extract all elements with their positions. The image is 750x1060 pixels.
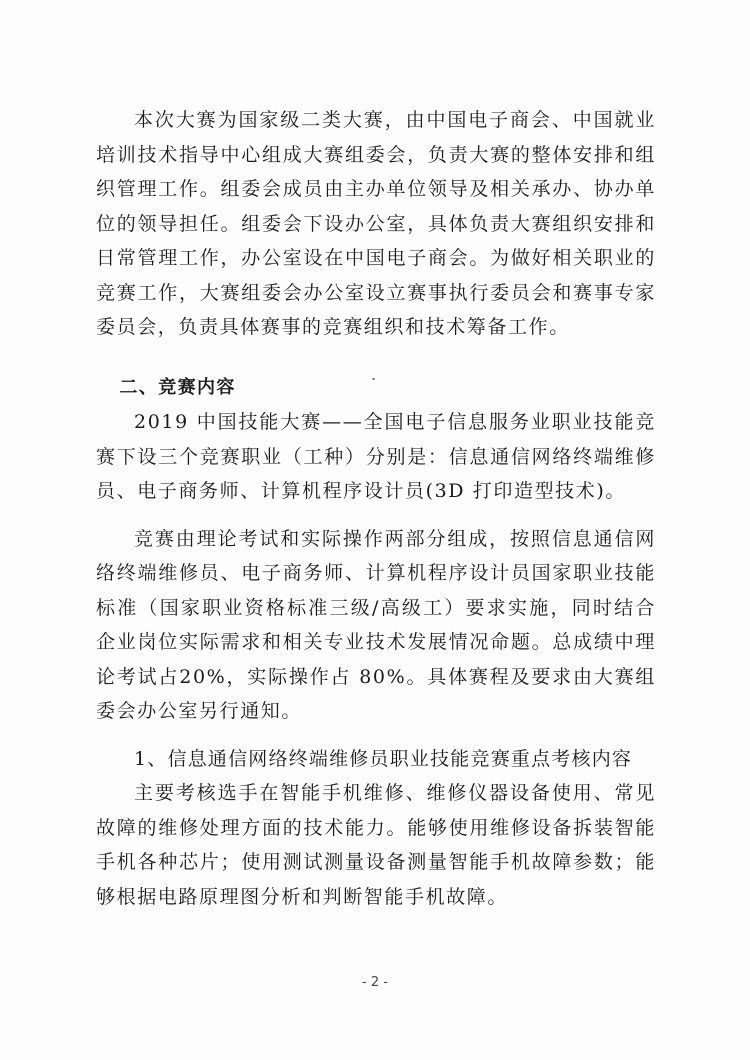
paragraph-organizing-committee: 本次大赛为国家级二类大赛，由中国电子商会、中国就业培训技术指导中心组成大赛组委会，负责大赛的整体安排和组织管理工作。组委会成员由主办单位领导及相关承办、协办单位的领导担任。组委会下设办公室，具体负责大赛组织安排和日常管理工作，办公室设在中国电子商会。为做好相关职业的竞赛工作，大赛组委会办公室设立赛事执行委员会和赛事专家委员会，负责具体赛事的竞赛组织和技术筹备工作。: [96, 109, 656, 338]
subheading-terminal-repair-contest: 1、信息通信网络终端维修员职业技能竞赛重点考核内容: [134, 747, 633, 770]
section-heading-competition-content: 二、竞赛内容: [119, 376, 236, 398]
paragraph-competition-occupations: 2019 中国技能大赛——全国电子信息服务业职业技能竞赛下设三个竞赛职业（工种）分别是：信息通信网络终端维修员、电子商务师、计算机程序设计员(3D 打印造型技术)。: [96, 411, 656, 502]
paragraph-exam-composition: 竞赛由理论考试和实际操作两部分组成，按照信息通信网络终端维修员、电子商务师、计算机程序设计员国家职业技能标准（国家职业资格标准三级/高级工）要求实施，同时结合企业岗位实际需求和相关专业技术发展情况命题。总成绩中理论考试占20%，实际操作占 80%。具体赛程及要求由大赛组委会办公室另行通知。: [96, 527, 656, 722]
scan-speck: [372, 378, 375, 380]
page-number: - 2 -: [362, 975, 388, 990]
paragraph-terminal-repair-assessment: 主要考核选手在智能手机维修、维修仪器设备使用、常见故障的维修处理方面的技术能力。能够使用维修设备拆装智能手机各种芯片；使用测试测量设备测量智能手机故障参数；能够根据电路原理图分析和判断智能手机故障。: [96, 782, 656, 908]
document-body: [96, 103, 656, 914]
